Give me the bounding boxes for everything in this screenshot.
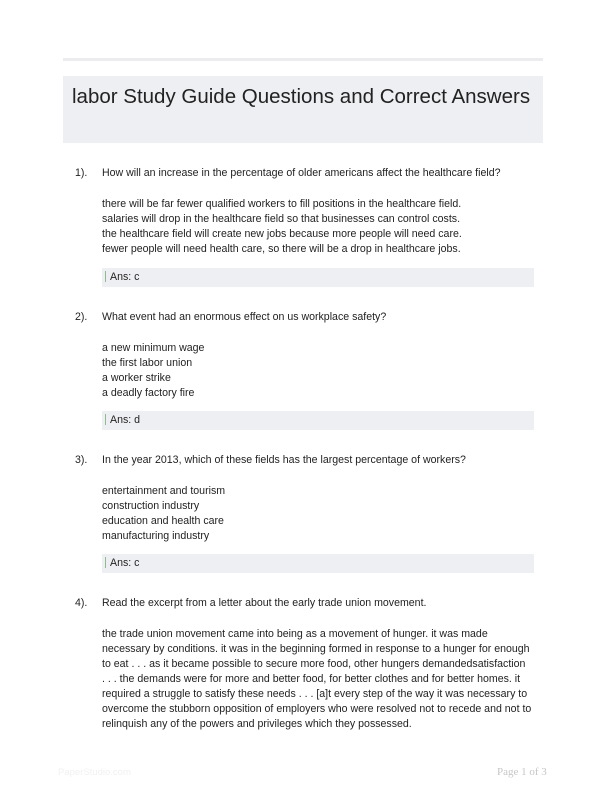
passage-line: required a struggle to satisfy these needs . . . [a]t every step of the way it was necessary to	[102, 688, 528, 700]
question-text: Read the excerpt from a letter about the early trade union movement.	[102, 597, 427, 609]
choice-c: education and health care	[102, 515, 224, 527]
passage-line: to eat . . . as it became possible to secure more food, other hungers demandedsatisfaction	[102, 658, 526, 670]
title-banner	[63, 76, 543, 143]
choice-a: a new minimum wage	[102, 342, 205, 354]
answer-text: Ans: c	[110, 557, 140, 569]
answer-text: Ans: c	[110, 271, 140, 283]
answer-text: Ans: d	[110, 414, 141, 426]
answer-choices	[102, 197, 542, 257]
answer-box	[102, 268, 534, 287]
answer-marker	[105, 557, 106, 568]
page-title: labor Study Guide Questions and Correct Answers	[72, 85, 531, 108]
choice-c: a worker strike	[102, 372, 171, 384]
choice-b: salaries will drop in the healthcare field so that businesses can control costs.	[102, 213, 461, 225]
question-text: What event had an enormous effect on us workplace safety?	[102, 311, 387, 323]
choice-c: the healthcare field will create new jobs because more people will need care.	[102, 228, 462, 240]
excerpt-passage	[102, 627, 542, 732]
choice-a: entertainment and tourism	[102, 485, 226, 497]
passage-line: . . . the demands were for more and better food, for better clothes and for better homes. it	[102, 673, 521, 685]
question-text: In the year 2013, which of these fields has the largest percentage of workers?	[102, 454, 466, 466]
choice-b: construction industry	[102, 500, 200, 512]
answer-marker	[105, 414, 106, 425]
answer-box	[102, 554, 534, 573]
question-text: How will an increase in the percentage of older americans affect the healthcare field?	[102, 167, 501, 179]
question-number: 4).	[75, 597, 88, 609]
answer-marker	[105, 271, 106, 282]
answer-choices	[102, 341, 542, 401]
choice-d: manufacturing industry	[102, 530, 210, 542]
choice-a: there will be far fewer qualified workers to fill positions in the healthcare field.	[102, 198, 462, 210]
choice-b: the first labor union	[102, 357, 193, 369]
question-number: 1).	[75, 167, 88, 179]
top-divider	[63, 58, 543, 61]
answer-box	[102, 411, 534, 430]
page-number: Page 1 of 3	[497, 766, 547, 778]
passage-line: relinquish any of the powers and privileges which they possessed.	[102, 718, 412, 730]
question-number: 3).	[75, 454, 88, 466]
question-number: 2).	[75, 311, 88, 323]
passage-line: overcome the stubborn opposition of employers who were resolved not to recede and not to	[102, 703, 532, 715]
passage-line: the trade union movement came into being as a movement of hunger. it was made	[102, 628, 488, 640]
footer-site-watermark: PaperStudio.com	[58, 767, 131, 778]
choice-d: a deadly factory fire	[102, 387, 195, 399]
passage-line: necessary by conditions. it was in the beginning formed in response to a hunger for enough	[102, 643, 530, 655]
choice-d: fewer people will need health care, so there will be a drop in healthcare jobs.	[102, 243, 461, 255]
answer-choices	[102, 484, 542, 544]
